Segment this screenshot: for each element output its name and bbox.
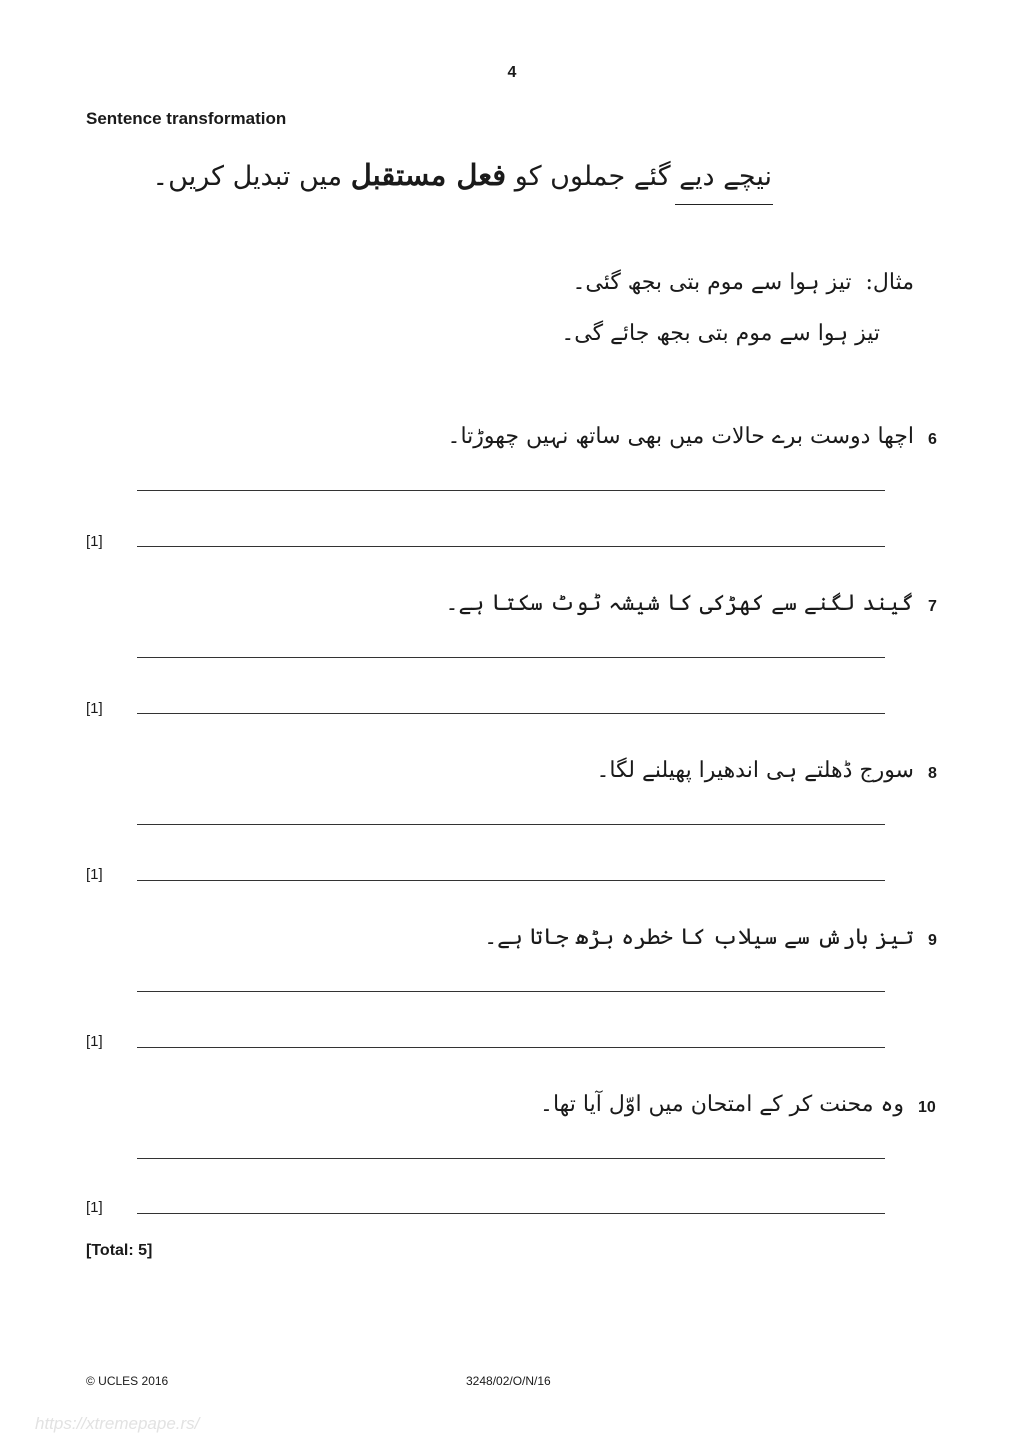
- answer-line[interactable]: [137, 490, 885, 491]
- section-title: Sentence transformation: [86, 109, 287, 128]
- question-text: وہ محنت کر کے امتحان میں اوّل آیا تھا۔: [540, 1092, 904, 1117]
- question-mark: [1]: [86, 700, 103, 717]
- question-number: 10: [918, 1099, 936, 1116]
- question-number: 8: [928, 765, 937, 782]
- answer-line[interactable]: [137, 713, 885, 714]
- question-text: گیند لگنے سے کھڑکی کا شیشہ ٹوٹ سکتا ہے۔: [445, 591, 914, 616]
- footer-copyright: © UCLES 2016: [86, 1374, 169, 1388]
- question-mark: [1]: [86, 533, 103, 550]
- answer-line[interactable]: [137, 880, 885, 881]
- footer-code: 3248/02/O/N/16: [466, 1374, 551, 1388]
- question-mark: [1]: [86, 866, 103, 883]
- question-mark: [1]: [86, 1199, 103, 1216]
- answer-line[interactable]: [137, 1213, 885, 1214]
- example-answer: تیز ہوا سے موم بتی بجھ جائے گی۔: [561, 321, 880, 346]
- example-sentence: تیز ہوا سے موم بتی بجھ گئی۔: [572, 270, 852, 295]
- answer-line[interactable]: [137, 546, 885, 547]
- example: [572, 270, 914, 295]
- answer-line[interactable]: [137, 1158, 885, 1159]
- answer-line[interactable]: [137, 991, 885, 992]
- page-number: 4: [507, 64, 517, 81]
- question-text: اچھا دوست برے حالات میں بھی ساتھ نہیں چھوڑتا۔: [447, 424, 914, 449]
- question-number: 7: [928, 598, 937, 615]
- answer-line[interactable]: [137, 824, 885, 825]
- total-marks: [Total: 5]: [86, 1242, 153, 1259]
- instruction: [152, 158, 772, 192]
- question-number: 9: [928, 932, 937, 949]
- question-text: سورج ڈھلتے ہی اندھیرا پھیلنے لگا۔: [596, 758, 914, 783]
- example-label: مثال:: [865, 270, 914, 295]
- instruction-before: نیچے دیے گئے جملوں کو: [514, 161, 772, 192]
- answer-line[interactable]: [137, 1047, 885, 1048]
- instruction-after: میں تبدیل کریں۔: [152, 161, 343, 192]
- instruction-emphasis: فعل مستقبل: [350, 158, 507, 192]
- answer-line[interactable]: [137, 657, 885, 658]
- question-number: 6: [928, 431, 937, 448]
- instruction-underline: [675, 204, 773, 205]
- question-text: تیز بارش سے سیلاب کا خطرہ بڑھ جاتا ہے۔: [484, 925, 914, 950]
- question-mark: [1]: [86, 1033, 103, 1050]
- watermark: https://xtremepape.rs/: [35, 1414, 200, 1433]
